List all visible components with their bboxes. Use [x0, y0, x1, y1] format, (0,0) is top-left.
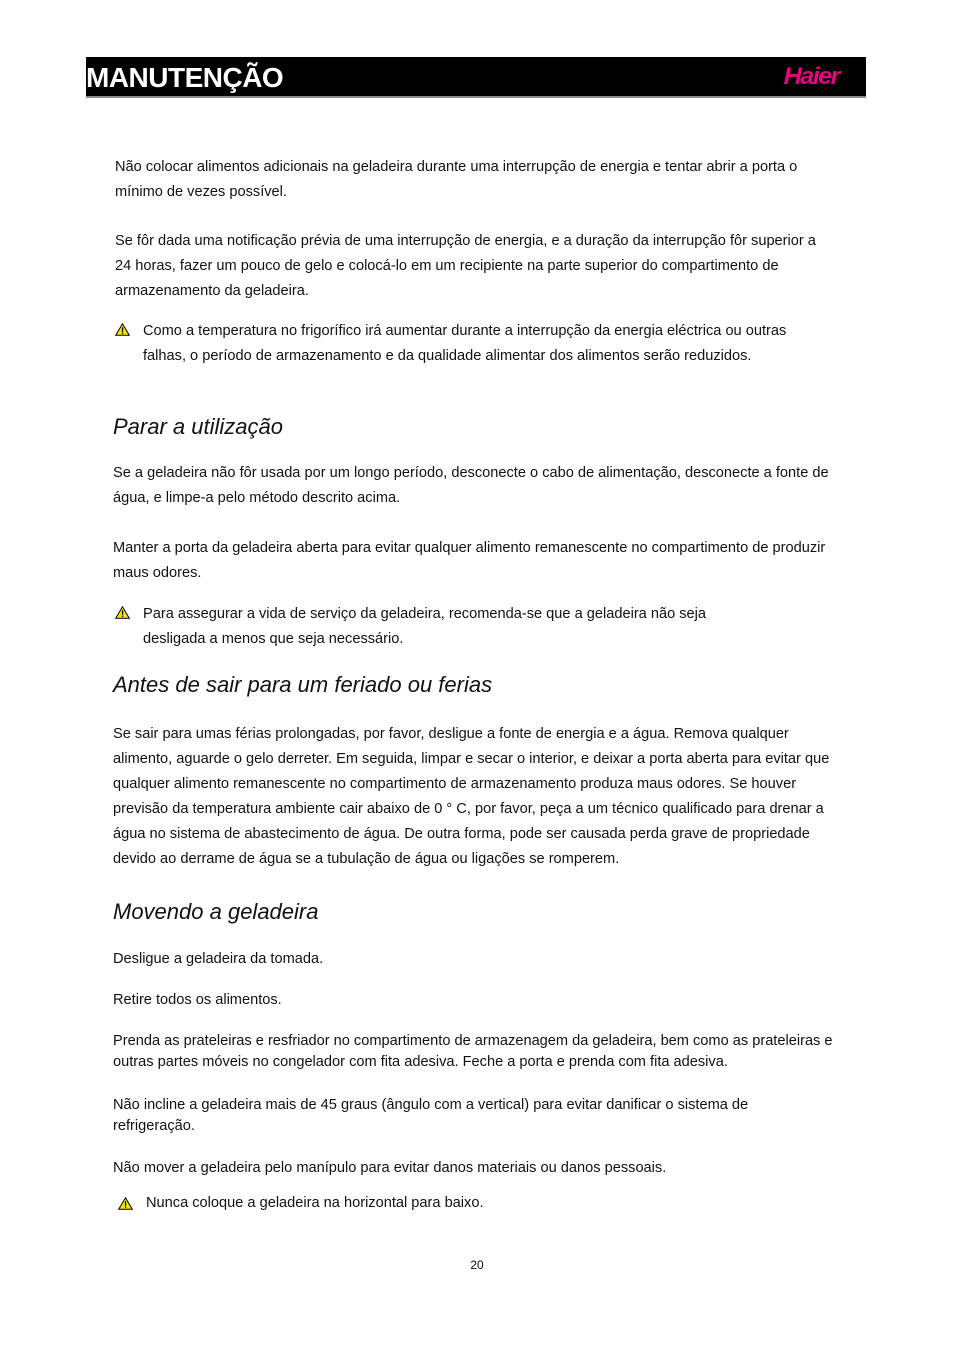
page-title: MANUTENÇÃO	[86, 62, 284, 93]
warning-triangle-icon	[115, 606, 130, 619]
warning-text: Nunca coloque a geladeira na horizontal para baixo.	[146, 1195, 484, 1211]
warning-text: Para assegurar a vida de serviço da geladeira, recomenda-se que a geladeira não seja desligada a menos que seja necessário.	[143, 606, 707, 647]
page-header	[86, 57, 866, 98]
paragraph: Se sair para umas férias prolongadas, por favor, desligue a fonte de energia e a água. Remova qualquer alimento, aguarde o gelo derreter. Em seguida, limpar e secar o interior, e deixar a porta aberta para evitar que qualquer alimento remanescente no compartimento de armazenamento produza maus odores. Se houver previsão da temperatura ambiente cair abaixo de 0 ° C, por favor, peça a um técnico qualificado para drenar a água no sistema de abastecimento de água. De outra forma, pode ser causada perda grave de propriedade devido ao derrame de água se a tubulação de água ou ligações se romperem.	[113, 726, 830, 867]
section-heading-movendo: Movendo a geladeira	[113, 899, 319, 924]
paragraph: Se fôr dada uma notificação prévia de uma interrupção de energia, e a duração da interrupção fôr superior a 24 horas, fazer um pouco de gelo e colocá-lo em um recipiente na parte superior do compartimento de armazenamento da geladeira.	[115, 233, 816, 299]
page-number: 20	[470, 1258, 484, 1272]
paragraph: Prenda as prateleiras e resfriador no compartimento de armazenagem da geladeira, bem como as prateleiras e outras partes móveis no congelador com fita adesiva. Feche a porta e prenda com fita adesiva.	[113, 1033, 833, 1070]
warning-text: Como a temperatura no frigorífico irá aumentar durante a interrupção da energia eléctrica ou outras falhas, o período de armazenamento e da qualidade alimentar dos alimentos serão reduzidos.	[143, 323, 787, 364]
haier-logo: Haier	[784, 63, 840, 90]
paragraph: Não colocar alimentos adicionais na geladeira durante uma interrupção de energia e tentar abrir a porta o mínimo de vezes possível.	[115, 159, 798, 200]
paragraph: Se a geladeira não fôr usada por um longo período, desconecte o cabo de alimentação, desconecte a fonte de água, e limpe-a pelo método descrito acima.	[113, 465, 829, 506]
paragraph: Não incline a geladeira mais de 45 graus (ângulo com a vertical) para evitar danificar o sistema de refrigeração.	[113, 1097, 749, 1134]
section-heading-antes: Antes de sair para um feriado ou ferias	[113, 672, 493, 697]
paragraph: Não mover a geladeira pelo manípulo para evitar danos materiais ou danos pessoais.	[113, 1160, 667, 1176]
section-heading-parar: Parar a utilização	[113, 414, 283, 439]
paragraph: Manter a porta da geladeira aberta para evitar qualquer alimento remanescente no compartimento de produzir maus odores.	[113, 540, 826, 581]
paragraph: Retire todos os alimentos.	[113, 992, 282, 1008]
paragraph: Desligue a geladeira da tomada.	[113, 951, 324, 967]
warning-triangle-icon	[115, 323, 130, 336]
warning-triangle-icon	[118, 1197, 133, 1210]
